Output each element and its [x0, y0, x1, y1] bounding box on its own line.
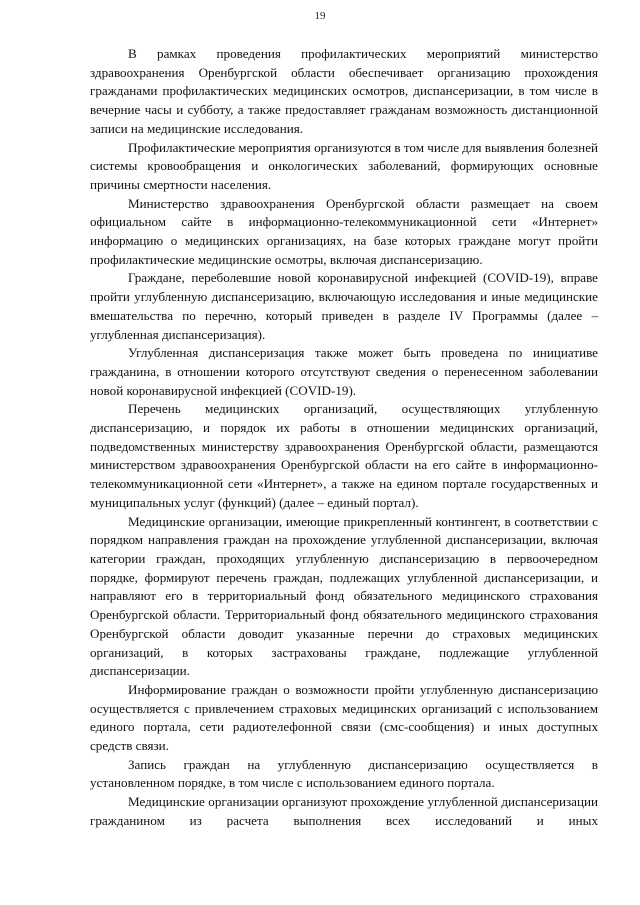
paragraph: Углубленная диспансеризация также может быть проведена по инициативе гражданина, в отношении которого отсутствуют сведения о перенесенном заболевании новой коронавирусной инфекцией (COVID-19).	[90, 345, 598, 398]
paragraph: Медицинские организации, имеющие прикрепленный контингент, в соответствии с порядком направления граждан на прохождение углубленной диспансеризации, включая категории граждан, проходящих углубленную диспансеризацию в первоочередном порядке, формируют перечень граждан, подлежащих углубленной диспансеризации, и направляют его в территориальный фонд обязательного медицинского страхования Оренбургской области. Территориальный фонд обязательного медицинского страхования Оренбургской области доводит указанные перечни до страховых медицинских организаций, в которых застрахованы граждане, подлежащие углубленной диспансеризации.	[90, 513, 598, 679]
paragraph: Информирование граждан о возможности пройти углубленную диспансеризацию осуществляется с привлечением страховых медицинских организаций с использованием единого портала, сети радиотелефонной связи (смс-сообщения) и иных доступных средств связи.	[90, 681, 598, 754]
page-number: 19	[314, 10, 326, 22]
body-text	[90, 45, 598, 831]
paragraph: Перечень медицинских организаций, осуществляющих углубленную диспансеризацию, и порядок их работы в отношении медицинских организаций, подведомственных министерству здравоохранения Оренбургской области, размещаются министерством здравоохранения Оренбургской области на его сайте в информационно-телекоммуникационной сети «Интернет», а также на едином портале государственных и муниципальных услуг (функций) (далее – единый портал).	[90, 401, 598, 510]
paragraph: Запись граждан на углубленную диспансеризацию осуществляется в установленном порядке, в том числе с использованием единого портала.	[90, 756, 598, 791]
paragraph: Профилактические мероприятия организуются в том числе для выявления болезней системы кровообращения и онкологических заболеваний, формирующих основные причины смертности населения.	[90, 139, 599, 192]
paragraph: В рамках проведения профилактических мероприятий министерство здравоохранения Оренбургской области обеспечивает организацию прохождения гражданами профилактических медицинских осмотров, диспансеризации, в том числе в вечерние часы и субботу, а также предоставляет гражданам возможность дистанционной записи на медицинские исследования.	[90, 46, 598, 136]
paragraph: Медицинские организации организуют прохождение углубленной диспансеризации гражданином из расчета выполнения всех исследований и иных	[90, 794, 598, 828]
paragraph: Министерство здравоохранения Оренбургской области размещает на своем официальном сайте в информационно-телекоммуникационной сети «Интернет» информацию о медицинских организациях, на базе которых граждане могут пройти профилактические медицинские осмотры, включая диспансеризацию.	[90, 195, 598, 267]
paragraph: Граждане, переболевшие новой коронавирусной инфекцией (COVID-19), вправе пройти углубленную диспансеризацию, включающую исследования и иные медицинские вмешательства по перечню, который приведен в разделе IV Программы (далее – углубленная диспансеризация).	[90, 270, 598, 342]
